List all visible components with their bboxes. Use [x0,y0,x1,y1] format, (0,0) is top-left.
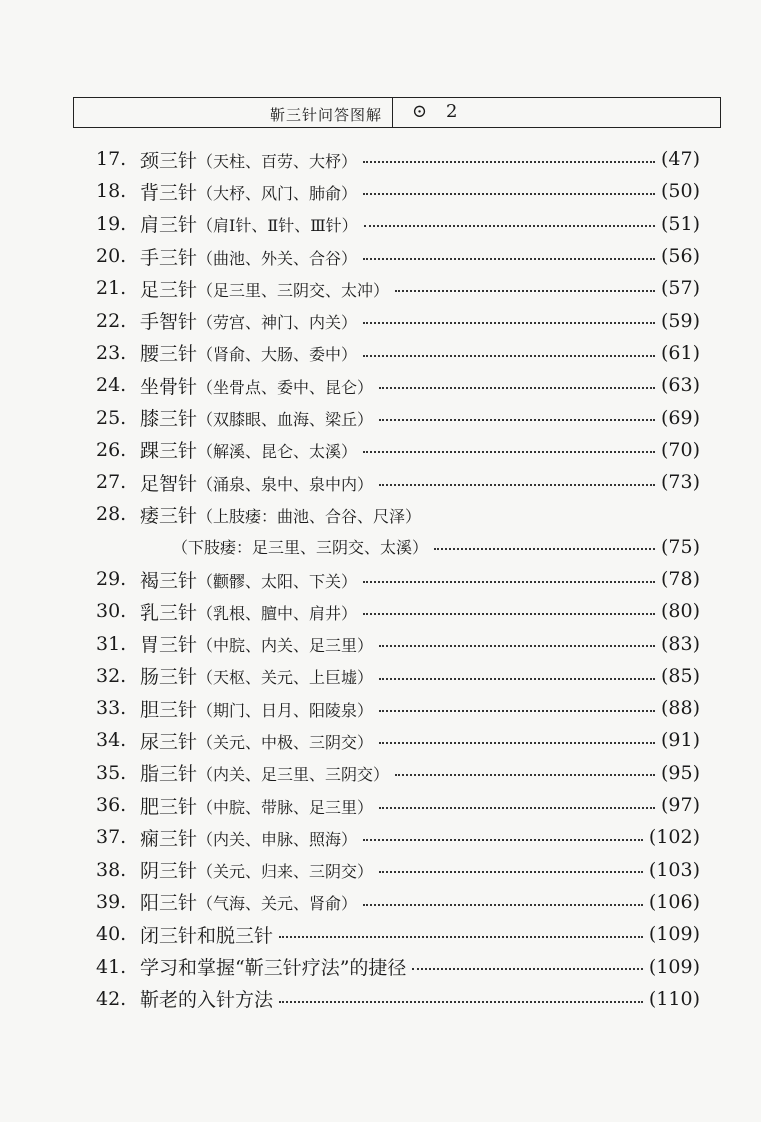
toc-entry-title [140,307,357,334]
toc-entry-title [140,662,373,689]
toc-entry-number: 31. [96,632,127,655]
toc-entry-number: 42. [96,987,127,1010]
toc-page-ref: (109) [648,955,700,978]
toc-entry-title [140,469,373,496]
toc-entry-points: （上肢痿：曲池、合谷、尺泽） [197,506,422,526]
toc-page-ref: (97) [660,794,700,817]
toc-row [96,369,700,401]
toc-entry-name: 胃三针 [140,634,198,657]
toc-row [96,627,700,659]
leader-dots [363,341,655,356]
toc-page-ref: (91) [660,729,700,752]
toc-entry-name: 足三针 [140,278,198,301]
toc-entry-title [140,178,357,205]
toc-entry-number: 26. [96,438,127,461]
toc-entry-number: 17. [96,148,127,171]
toc-entry-number: 22. [96,309,127,332]
toc-entry-name: 痫三针 [140,827,198,850]
toc-entry-title [140,856,373,883]
toc-page-ref: (57) [660,277,700,300]
leader-dots [395,277,655,292]
toc-entry-name: 肠三针 [140,666,198,689]
toc-page-ref: (80) [660,600,700,623]
leader-dots [363,600,655,615]
toc-entry-title [140,598,357,625]
toc-page-ref: (85) [660,664,700,687]
toc-entry-name: 踝三针 [140,440,198,463]
toc-entry-points: （下肢痿：足三里、三阴交、太溪） [172,538,429,558]
toc-entry-points: （中脘、内关、足三里） [197,636,374,656]
leader-dots [279,923,643,938]
toc-row [96,886,700,918]
toc-entry-name: 肥三针 [140,795,198,818]
toc-entry-title [140,921,273,948]
toc-row [96,272,700,304]
toc-page-ref: (61) [660,341,700,364]
toc-entry-title [140,339,357,366]
toc-entry-points: （足三里、三阴交、太冲） [197,280,390,300]
toc-entry-points: （关元、归来、三阴交） [197,862,374,882]
toc-row [96,498,700,530]
toc-page-ref: (103) [648,858,700,881]
toc-entry-number: 18. [96,180,127,203]
toc-entry-name: 脂三针 [140,763,198,786]
toc-row [96,789,700,821]
leader-dots [379,793,655,808]
toc-page-ref: (70) [660,438,700,461]
toc-entry-points: （双膝眼、血海、梁丘） [197,410,374,430]
circle-dot-icon: ⊙ [412,101,428,122]
toc-entry-points: （解溪、昆仑、太溪） [197,442,358,462]
toc-entry-number: 39. [96,890,127,913]
toc-row [96,724,700,756]
toc-entry-points: （大杼、风门、肺俞） [197,183,358,203]
toc-entry-number: 23. [96,341,127,364]
toc-page-ref: (59) [660,309,700,332]
toc-page-ref: (88) [660,697,700,720]
toc-entry-number: 38. [96,858,127,881]
toc-entry-number: 28. [96,503,127,526]
leader-dots [412,955,642,970]
toc-entry-number: 40. [96,923,127,946]
toc-entry-title [140,404,373,431]
toc-entry-name: 膝三针 [140,408,198,431]
toc-page-ref: (47) [660,148,700,171]
toc-entry-number: 36. [96,794,127,817]
leader-dots [379,374,655,389]
toc-entry-number: 27. [96,471,127,494]
toc-entry-points: （劳宫、神门、内关） [197,313,358,333]
table-of-contents [96,143,700,1015]
toc-entry-title [140,630,373,657]
toc-entry-title [140,501,421,528]
toc-entry-number: 41. [96,955,127,978]
running-header [73,97,721,128]
toc-row [96,595,700,627]
toc-entry-name: 手三针 [140,246,198,269]
toc-entry-name: 尿三针 [140,730,198,753]
toc-page-ref: (51) [660,212,700,235]
leader-dots [379,729,655,744]
toc-row [96,401,700,433]
toc-row [96,304,700,336]
toc-row [96,175,700,207]
toc-entry-points: （内关、足三里、三阴交） [197,765,390,785]
leader-dots [395,761,655,776]
leader-dots [363,244,655,259]
leader-dots [279,987,643,1002]
toc-entry-title [140,792,373,819]
toc-page-ref: (83) [660,632,700,655]
toc-entry-points: （天枢、关元、上巨墟） [197,668,374,688]
toc-entry-number: 29. [96,568,127,590]
toc-entry-points: （内关、申脉、照海） [197,829,358,849]
leader-dots [379,470,655,485]
toc-entry-number: 20. [96,245,127,268]
toc-entry-number: 32. [96,664,127,687]
toc-page-ref: (110) [648,987,700,1010]
toc-row [96,660,700,692]
toc-entry-name: 阳三针 [140,892,198,915]
toc-entry-title [140,275,389,302]
toc-page-ref: (109) [648,923,700,946]
toc-entry-title [140,243,357,270]
toc-entry-name: 足智针 [140,472,198,495]
toc-row [96,337,700,369]
toc-page-ref: (63) [660,374,700,397]
toc-row [96,692,700,724]
leader-dots [363,148,655,163]
toc-entry-title [140,888,357,915]
toc-entry-points: （关元、中极、三阴交） [197,732,374,752]
leader-dots [379,406,655,421]
toc-row [96,918,700,950]
toc-page-ref: (56) [660,245,700,268]
toc-entry-points: （期门、日月、阳陵泉） [197,700,374,720]
toc-entry-number: 37. [96,826,127,849]
leader-dots [363,180,655,195]
leader-dots [363,438,655,453]
toc-entry-name: 褐三针 [140,569,198,592]
toc-entry-points: （天柱、百劳、大杼） [197,151,358,171]
leader-dots [363,826,643,841]
leader-dots [364,212,655,227]
leader-dots [379,632,655,647]
toc-entry-points: （中脘、带脉、足三里） [197,797,374,817]
toc-entry-number: 25. [96,406,127,429]
toc-row [96,563,700,595]
leader-dots [379,664,655,679]
toc-entry-name: 坐骨针 [140,375,198,398]
leader-dots [434,535,655,550]
toc-row [96,434,700,466]
toc-entry-name: 阴三针 [140,860,198,883]
toc-row [96,983,700,1015]
toc-entry-title [140,372,373,399]
toc-entry-title [140,146,357,173]
toc-entry-title [172,535,428,558]
leader-dots [363,890,643,905]
toc-entry-name: 胆三针 [140,698,198,721]
toc-entry-name: 腰三针 [140,343,198,366]
toc-entry-points: （坐骨点、委中、昆仑） [197,377,374,397]
toc-entry-name: 学习和掌握“靳三针疗法”的捷径 [140,957,407,980]
toc-entry-name: 颈三针 [140,149,198,172]
toc-entry-title [140,824,357,851]
toc-entry-points: （肩Ⅰ针、Ⅱ针、Ⅲ针） [197,216,358,236]
page-number: 2 [446,101,458,122]
toc-entry-points: （乳根、膻中、肩井） [197,603,358,623]
toc-entry-points: （颧髎、太阳、下关） [197,571,358,591]
toc-row [96,757,700,789]
toc-entry-name: 痿三针 [140,504,198,527]
toc-entry-points: （气海、关元、肾俞） [197,894,358,914]
toc-row [96,821,700,853]
toc-entry-title [140,985,273,1012]
toc-entry-title [140,759,389,786]
toc-entry-title [140,436,357,463]
toc-entry-name: 闭三针和脱三针 [140,924,274,947]
toc-row [96,950,700,982]
toc-page-ref: (78) [660,568,700,590]
toc-entry-number: 30. [96,600,127,623]
toc-row [96,531,700,563]
toc-row [96,208,700,240]
toc-entry-number: 34. [96,729,127,752]
toc-entry-points: （曲池、外关、合谷） [197,248,358,268]
toc-entry-name: 乳三针 [140,601,198,624]
toc-entry-title [140,210,358,237]
book-title: 靳三针问答图解 [270,106,383,124]
toc-entry-number: 21. [96,277,127,300]
toc-row [96,143,700,175]
toc-entry-title [140,953,406,980]
leader-dots [379,697,655,712]
toc-page-ref: (75) [660,535,700,558]
leader-dots [363,309,655,324]
toc-page-ref: (73) [660,471,700,494]
toc-entry-number: 24. [96,374,127,397]
toc-row [96,466,700,498]
toc-row [96,240,700,272]
leader-dots [379,858,643,873]
toc-entry-title [140,566,357,593]
toc-entry-number: 33. [96,697,127,720]
toc-entry-points: （肾俞、大肠、委中） [197,345,358,365]
toc-page-ref: (50) [660,180,700,203]
toc-entry-number: 19. [96,212,127,235]
toc-row [96,854,700,886]
toc-page-ref: (95) [660,761,700,784]
toc-page-ref: (69) [660,406,700,429]
leader-dots [363,567,655,582]
toc-entry-name: 手智针 [140,311,198,334]
header-divider [392,98,393,127]
toc-entry-number: 35. [96,761,127,784]
toc-page-ref: (106) [648,890,700,913]
toc-entry-title [140,695,373,722]
toc-entry-name: 背三针 [140,181,198,204]
toc-entry-points: （涌泉、泉中、泉中内） [197,474,374,494]
toc-entry-title [140,727,373,754]
toc-entry-name: 靳老的入针方法 [140,989,274,1012]
toc-page-ref: (102) [648,826,700,849]
toc-entry-name: 肩三针 [140,214,198,237]
